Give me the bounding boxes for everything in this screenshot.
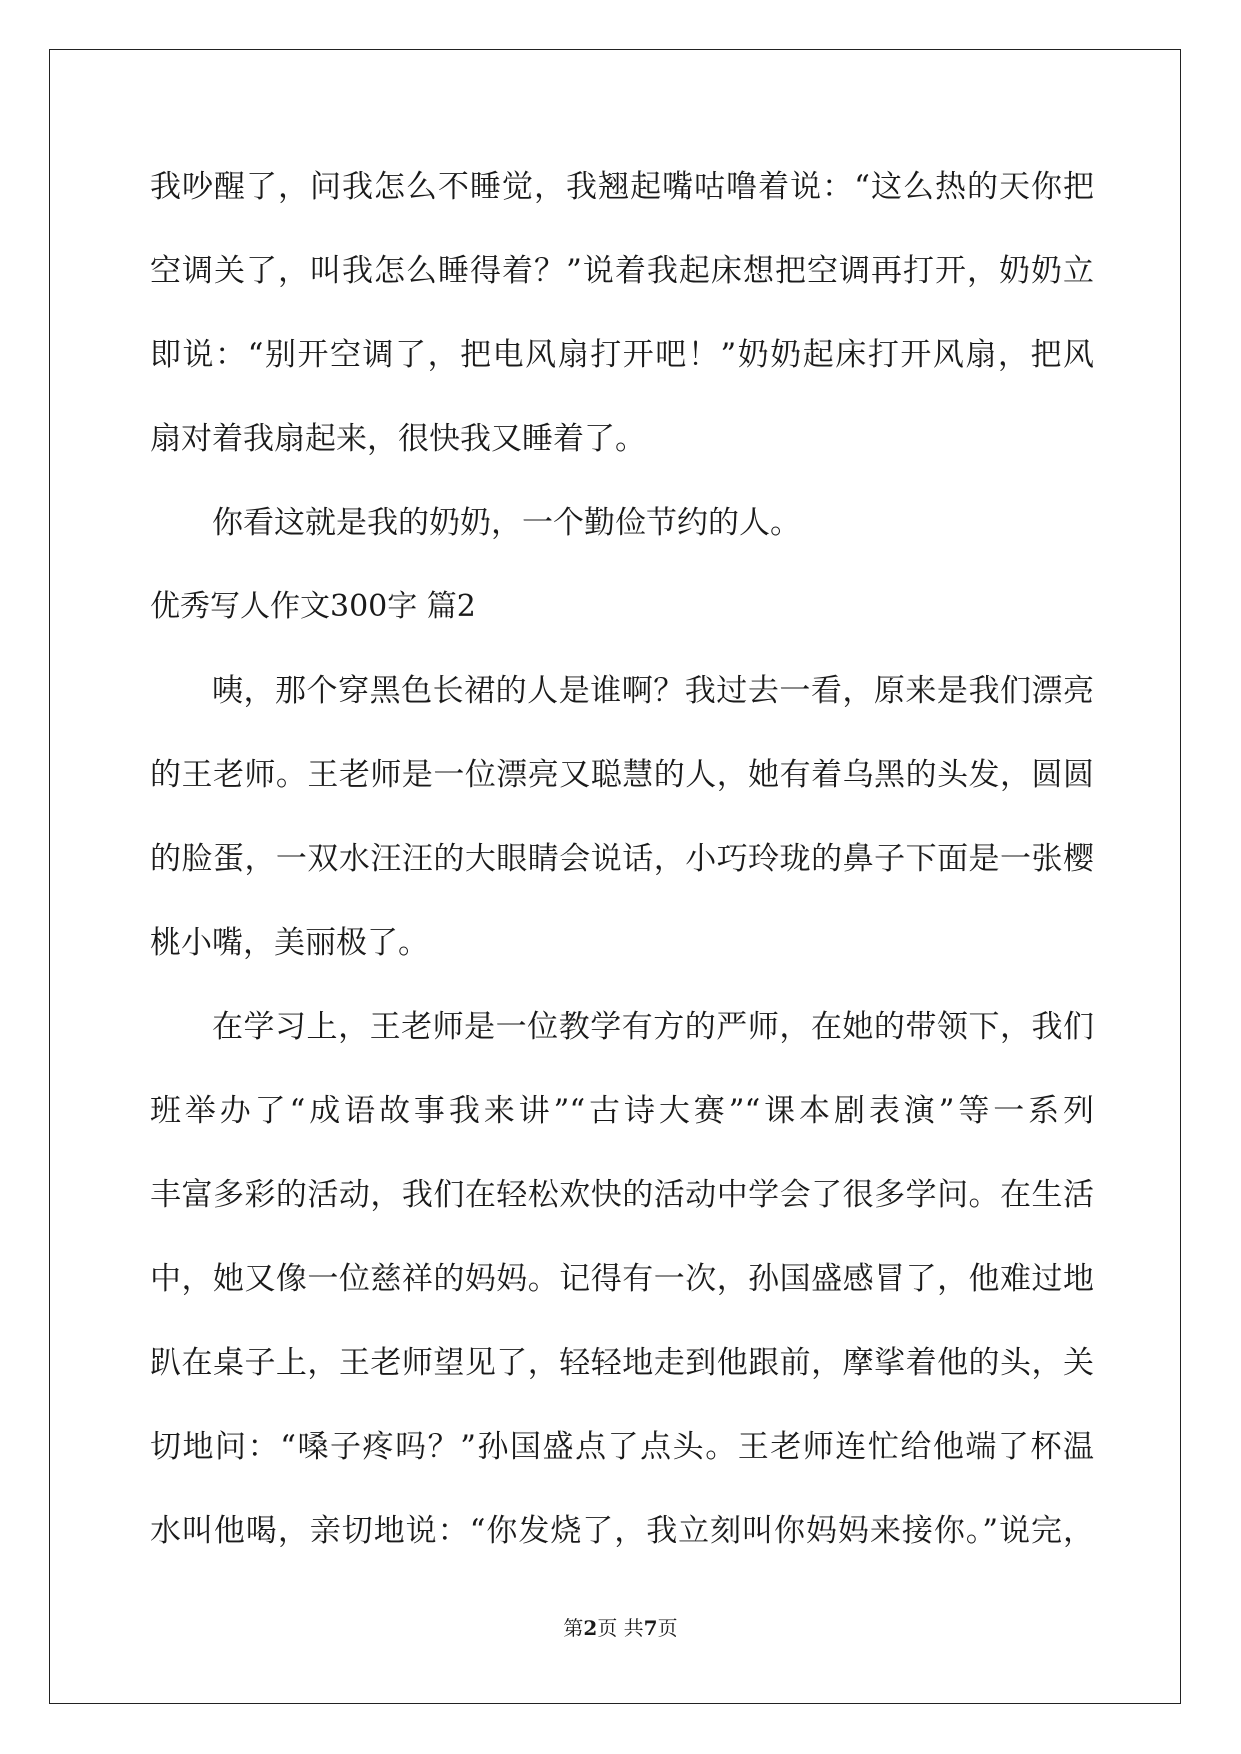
footer-middle: 页 共 [597,1616,644,1640]
text-line: 在学习上，王老师是一位教学有方的严师，在她的带领下，我们 [212,1009,1094,1045]
text-line: 丰富多彩的活动，我们在轻松欢快的活动中学会了很多学问。在生活 [150,1177,1094,1213]
section-heading: 优秀写人作文300字 篇2 [150,589,476,624]
text-line: 班举办了“成语故事我来讲”“古诗大赛”“课本剧表演”等一系列 [150,1093,1094,1129]
text-line: 中，她又像一位慈祥的妈妈。记得有一次，孙国盛感冒了，他难过地 [150,1261,1094,1297]
text-line: 我吵醒了，问我怎么不睡觉，我翘起嘴咕噜着说：“这么热的天你把 [150,169,1094,205]
text-line: 咦，那个穿黑色长裙的人是谁啊？我过去一看，原来是我们漂亮 [212,673,1094,709]
text-line: 你看这就是我的奶奶，一个勤俭节约的人。 [212,505,801,541]
text-line: 水叫他喝，亲切地说：“你发烧了，我立刻叫你妈妈来接你。”说完， [150,1513,1094,1549]
text-line: 的脸蛋，一双水汪汪的大眼睛会说话，小巧玲珑的鼻子下面是一张樱 [150,841,1094,877]
text-line: 即说：“别开空调了，把电风扇打开吧！”奶奶起床打开风扇，把风 [150,337,1094,373]
text-line: 桃小嘴，美丽极了。 [150,925,429,961]
document-body [150,163,1094,1591]
text-line: 扇对着我扇起来，很快我又睡着了。 [150,421,646,457]
footer-prefix: 第 [563,1616,584,1640]
text-line: 切地问：“嗓子疼吗？”孙国盛点了点头。王老师连忙给他端了杯温 [150,1429,1094,1465]
page-footer [0,1612,1241,1641]
text-line: 空调关了，叫我怎么睡得着？”说着我起床想把空调再打开，奶奶立 [150,253,1094,289]
text-line: 的王老师。王老师是一位漂亮又聪慧的人，她有着乌黑的头发，圆圆 [150,757,1094,793]
footer-suffix: 页 [657,1616,678,1640]
footer-total-pages: 7 [643,1616,658,1640]
text-line: 趴在桌子上，王老师望见了，轻轻地走到他跟前，摩挲着他的头，关 [150,1345,1094,1381]
footer-page-number: 2 [583,1616,598,1640]
